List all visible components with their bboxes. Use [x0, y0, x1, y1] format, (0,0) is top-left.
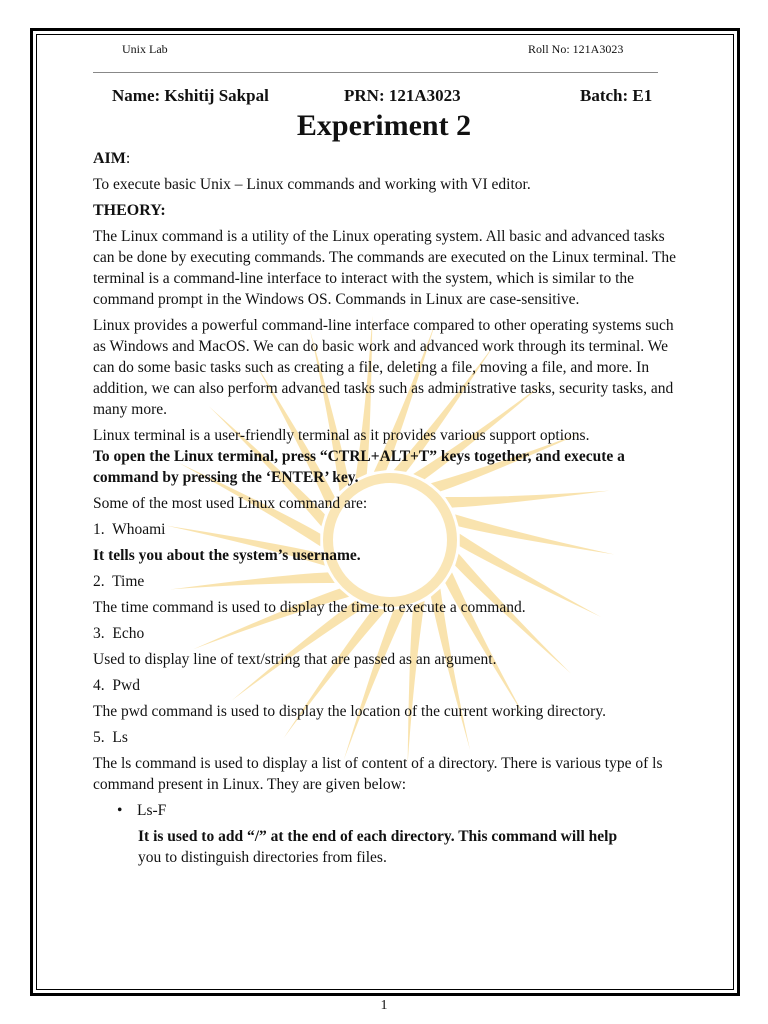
command-desc-ls: The ls command is used to display a list of content of a directory. There is various type of ls command present in Linux. They are given below:: [93, 755, 663, 793]
theory-paragraph-1: The Linux command is a utility of the Linux operating system. All basic and advanced tasks can be done by executing commands. The commands are executed on the Linux terminal. The terminal is a command-line interface to interact with the system, which is similar to the command prompt in the Windows OS. Commands in Linux are case-sensitive.: [93, 228, 677, 308]
ls-option-item: • Ls-F: [117, 802, 167, 819]
command-desc-whoami: It tells you about the system’s username.: [93, 547, 361, 564]
command-desc-pwd: The pwd command is used to display the location of the current working directory.: [93, 703, 606, 720]
command-desc-echo: Used to display line of text/string that are passed as an argument.: [93, 651, 497, 668]
command-item-time: 2. Time: [93, 573, 145, 590]
aim-heading: AIM:: [93, 150, 131, 167]
theory-paragraph-3: Linux terminal is a user-friendly terminal as it provides various support options. To open the Linux terminal, press “CTRL+ALT+T” keys together, and execute a command by pressing the ‘ENTER’ key.: [93, 427, 625, 486]
student-name: Name: Kshitij Sakpal: [112, 86, 269, 105]
theory-heading: THEORY:: [93, 202, 166, 219]
command-desc-time: The time command is used to display the time to execute a command.: [93, 599, 526, 616]
bullet-icon: •: [117, 802, 123, 819]
student-batch: Batch: E1: [580, 86, 653, 105]
page-number: 1: [380, 998, 388, 1013]
header-roll-no: Roll No: 121A3023: [528, 42, 624, 56]
theory-paragraph-2: Linux provides a powerful command-line interface compared to other operating systems such as Windows and MacOS. We can do basic work and advanced work through its terminal. We can do some basic tasks such as creating a file, deleting a file, moving a file, and more. In addition, we can also perform advanced tasks such as administrative tasks, security tasks, and many more.: [93, 317, 674, 418]
theory-paragraph-4: Some of the most used Linux command are:: [93, 495, 368, 512]
command-item-pwd: 4. Pwd: [93, 677, 140, 694]
page-title: Experiment 2: [296, 109, 472, 142]
aim-text: To execute basic Unix – Linux commands and working with VI editor.: [93, 176, 531, 193]
ls-option-desc: It is used to add “/” at the end of each directory. This command will help you to distinguish directories from files.: [138, 828, 618, 866]
command-item-whoami: 1. Whoami: [93, 521, 166, 538]
document-body: [93, 148, 683, 873]
command-item-ls: 5. Ls: [93, 729, 128, 746]
header-course: Unix Lab: [122, 42, 168, 56]
header-divider: [93, 72, 658, 73]
student-prn: PRN: 121A3023: [344, 86, 461, 105]
command-item-echo: 3. Echo: [93, 625, 145, 642]
